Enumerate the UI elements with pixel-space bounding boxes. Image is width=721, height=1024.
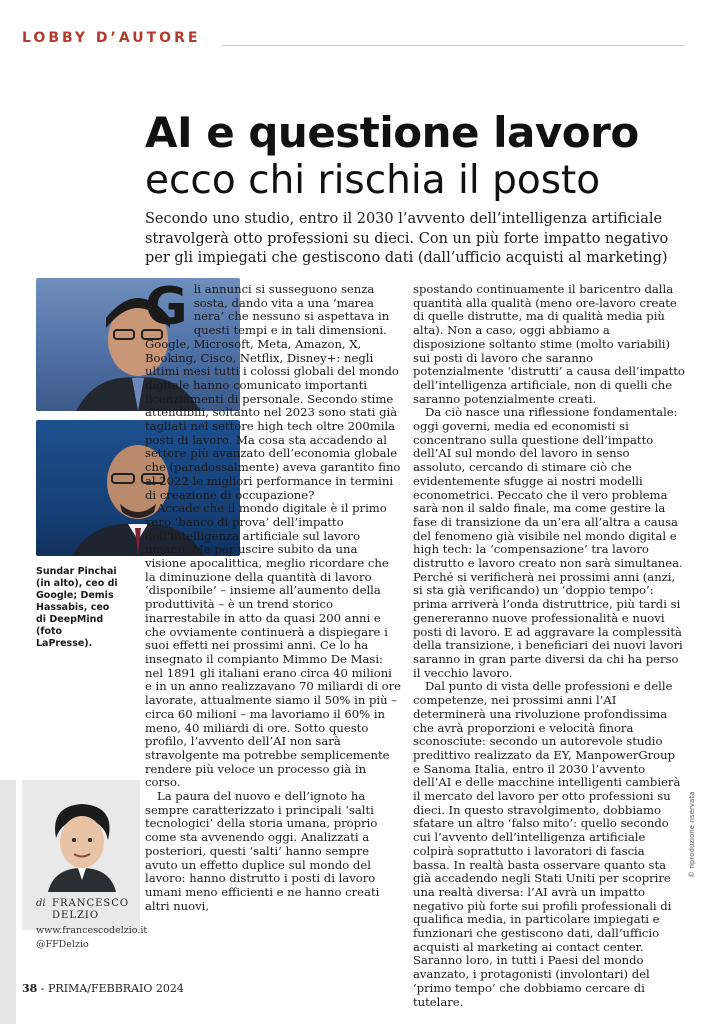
author-avatar <box>40 798 124 892</box>
grey-margin-band <box>0 780 16 1024</box>
article-column-2 <box>413 283 685 1009</box>
footer-text: - PRIMA/FEBBRAIO 2024 <box>37 982 184 995</box>
copyright-note: © riproduzione riservata <box>688 791 696 878</box>
photo-caption: Sundar Pinchai (in alto), ceo di Google; Demis Hassabis, ceo di DeepMind (foto LaPresse). <box>36 566 118 649</box>
article-title: AI e questione lavoro <box>145 108 639 157</box>
article-deck: Secondo uno studio, entro il 2030 l’avvento dell’intelligenza artificiale stravolgerà otto professioni su dieci. Con un più forte impatto negativo per gli impiegati che gestiscono dati (dall’ufficio acquisti al marketing) <box>145 211 669 266</box>
author-name: FRANCESCO DELZIO <box>52 898 130 921</box>
body-paragraph: spostando continuamente il baricentro dalla quantità alla qualità (meno ore-lavoro create di quelle distrutte, ma di qualità media più alta). Non a caso, oggi abbiamo a disposizione soltanto stime (molto variabili) sui posti di lavoro che saranno potenzialmente ‘distrutti’ a causa dell’impatto dell’intelligenza artificiale, non di quelli che saranno potenzialmente creati. <box>413 282 685 406</box>
article-column-1 <box>145 277 402 913</box>
body-paragraph: li annunci si susseguono senza sosta, dando vita a una ‘marea nera’ che nessuno si aspettava in questi tempi e in tali dimensioni. Google, Microsoft, Meta, Amazon, X, Booking, Cisco, Netflix, Disney+: negli ultimi mesi tutti i colossi globali del mondo digitale hanno comunicato importanti licenziamenti di personale. Secondo stime attendibili, soltanto nel 2023 sono stati già tagliati nel settore high tech oltre 200mila posti di lavoro. Ma cosa sta accadendo al settore più avanzato dell’economia globale che (paradossalmente) aveva garantito fino al 2022 le migliori performance in termini di creazione di occupazione? <box>145 282 401 502</box>
body-paragraph: Da ciò nasce una riflessione fondamentale: oggi governi, media ed economisti si concentrano sulla questione dell’impatto dell’AI sul mondo del lavoro in senso assoluto, cercando di stimare ciò che evidentemente sfugge ai nostri modelli econometrici. Peccato che il vero problema sarà non il saldo finale, ma come gestire la fase di transizione da un’era all’altra a causa del fenomeno già visibile nel mondo digital e high tech: la ‘compensazione’ tra lavoro distrutto e lavoro creato non sarà simultanea. Perché si verificherà nei prossimi anni (anzi, si sta già verificando) un ‘doppio tempo’: prima arriverà l’onda distruttrice, più tardi si genereranno nuove professionalità e nuovi posti di lavoro. E ad aggravare la complessità della transizione, i beneficiari dei nuovi lavori saranno in gran parte diversi da chi ha perso il vecchio lavoro. <box>413 405 683 680</box>
body-paragraph: La paura del nuovo e dell’ignoto ha sempre caratterizzato i principali ‘salti tecnologici’ della storia umana, proprio come sta avvenendo oggi. Analizzati a posteriori, questi ‘salti’ hanno sempre avuto un effetto duplice sul mondo del lavoro: hanno distrutto i posti di lavoro umani meno efficienti e ne hanno creati altri nuovi, <box>145 789 380 913</box>
drop-cap: G <box>145 277 188 337</box>
article-subtitle: ecco chi rischia il posto <box>145 158 601 203</box>
body-paragraph: Dal punto di vista delle professioni e delle competenze, nei prossimi anni l’AI determinerà una rivoluzione profondissima che avrà proporzioni e velocità finora sconosciute: secondo un autorevole studio predittivo realizzato da EY, ManpowerGroup e Sanoma Italia, entro il 2030 l’avvento dell’AI e delle macchine intelligenti cambierà il mercato del lavoro per otto professioni su dieci. In questo stravolgimento, dobbiamo sfatare un altro ‘falso mito’: quello secondo cui l’avvento dell’intelligenza artificiale colpirà soprattutto i lavoratori di fascia bassa. In realtà basta osservare quanto sta già accadendo negli Stati Uniti per scoprire una realtà diversa: l’AI avrà un impatto negativo più forte sui profili professionali di qualifica media, in particolare impiegati e funzionari che gestiscono dati, dall’ufficio acquisti al marketing ai contact center. Saranno loro, in tutti i Paesi del mondo avanzato, i protagonisti (involontari) del ‘primo tempo’ che dobbiamo cercare di tutelare. <box>413 679 681 1009</box>
body-paragraph: Accade che il mondo digitale è il primo vero ‘banco di prova’ dell’impatto dell’intelligenza artificiale sul lavoro umano. Ma per uscire subito da una visione apocalittica, meglio ricordare che la diminuzione della quantità di lavoro ‘disponibile’ – insieme all’aumento della produttività – è un trend storico inarrestabile in atto da quasi 200 anni e che ovviamente continuerà a dispiegare i suoi effetti nei prossimi anni. Ce lo ha insegnato il compianto Mimmo De Masi: nel 1891 gli italiani erano circa 40 milioni e in un anno realizzavano 70 miliardi di ore lavorate, attualmente siamo il 50% in più – circa 60 milioni – ma lavoriamo il 60% in meno, 40 miliardi di ore. Sotto questo profilo, l’avvento dell’AI non sarà stravolgente ma potrebbe semplicemente rendere più veloce un processo già in corso. <box>145 501 402 790</box>
author-handle[interactable]: @FFDelzio <box>36 939 89 950</box>
author-website[interactable]: www.francescodelzio.it <box>36 925 148 936</box>
caricature-icon <box>40 798 124 892</box>
byline-prefix: di <box>36 898 46 909</box>
section-divider <box>222 45 684 46</box>
section-label: LOBBY D’AUTORE <box>22 30 201 46</box>
page-number: 38 <box>22 982 38 995</box>
page-footer <box>22 982 184 995</box>
